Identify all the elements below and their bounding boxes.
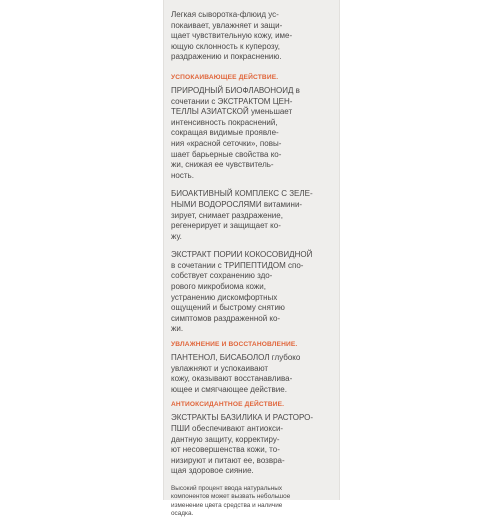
text-line: БИОАКТИВНЫЙ КОМПЛЕКС С ЗЕЛЕ-: [171, 189, 313, 199]
paragraph-basil-extract: [171, 413, 334, 477]
section-heading-antioxidant: АНТИОКСИДАНТНОЕ ДЕЙСТВИЕ.: [171, 401, 285, 409]
text-line: сочетании с ЭКСТРАКТОМ ЦЕН-: [171, 96, 293, 106]
text-line: жи.: [171, 324, 184, 334]
footnote: [171, 485, 334, 519]
footnote-line: изменение цвета средства и наличие: [171, 501, 283, 509]
footnote-line: компонентов может вызвать небольшое: [171, 493, 291, 501]
intro-line: покаивает, увлажняет и защи-: [171, 20, 283, 30]
text-line: ощущений и быстрому снятию: [171, 303, 285, 313]
section-heading-soothing: УСПОКАИВАЮЩЕЕ ДЕЙСТВИЕ.: [171, 73, 279, 81]
leaflet-content: [171, 10, 334, 525]
text-line: ПШИ обеспечивают антиокси-: [171, 424, 284, 433]
text-line: НЫМИ ВОДОРОСЛЯМИ витамини-: [171, 199, 303, 209]
text-line: жи, снижая ее чувствитель-: [171, 160, 274, 170]
intro-line: щает чувствительную кожу, име-: [171, 31, 293, 41]
text-line: ют несовершенства кожи, то-: [171, 445, 280, 455]
section-heading-moisturizing: УВЛАЖНЕНИЕ И ВОССТАНОВЛЕНИЕ.: [171, 341, 298, 349]
text-line: дантную защиту, корректиру-: [171, 434, 280, 444]
text-line: шает барьерные свойства ко-: [171, 149, 282, 159]
text-line: кожу, оказывают восстанавлива-: [171, 374, 293, 384]
text-line: симптомов раздраженной ко-: [171, 313, 281, 323]
text-line: зирует, снимает раздражение,: [171, 210, 283, 220]
text-line: ность.: [171, 170, 194, 180]
text-line: ПРИРОДНЫЙ БИОФЛАВОНОИД в: [171, 85, 300, 95]
text-line: ЭКСТРАКТЫ БАЗИЛИКА И РАСТОРО-: [171, 413, 314, 423]
footnote-line: Высокий процент ввода натуральных: [171, 484, 283, 492]
footnote-line: осадка.: [171, 510, 194, 518]
text-line: рового микробиома кожи,: [171, 282, 266, 292]
text-line: ПАНТЕНОЛ, БИСАБОЛОЛ глубоко: [171, 353, 301, 363]
intro-line: ющую склонность к куперозу,: [171, 41, 280, 51]
intro-line: Легкая сыворотка-флюид ус-: [171, 10, 279, 19]
text-line: ТЕЛЛЫ АЗИАТСКОЙ уменьшает: [171, 107, 293, 117]
text-line: щая здоровое сияние.: [171, 466, 254, 476]
text-line: в сочетании с ТРИПЕПТИДОМ спо-: [171, 260, 304, 270]
paragraph-poria-extract: [171, 250, 334, 335]
text-line: ния «красной сеточки», повы-: [171, 138, 282, 148]
text-line: ЭКСТРАКТ ПОРИИ КОКОСОВИДНОЙ: [171, 250, 313, 260]
text-line: собствует сохранению здо-: [171, 271, 273, 281]
intro-line: раздражению и покраснению.: [171, 52, 282, 62]
text-line: низируют и питают ее, возвра-: [171, 455, 285, 465]
paragraph-panthenol: [171, 353, 334, 395]
intro-paragraph: [171, 10, 334, 63]
text-line: жу.: [171, 231, 182, 241]
product-leaflet: [163, 0, 340, 518]
text-line: увлажняют и успокаивают: [171, 363, 269, 373]
paragraph-algae-complex: [171, 189, 334, 242]
text-line: ющее и смягчающее действие.: [171, 384, 287, 394]
paragraph-bioflavonoid: [171, 86, 334, 181]
text-line: регенерирует и защищает ко-: [171, 221, 281, 231]
text-line: интенсивность покраснений,: [171, 117, 278, 127]
text-line: устранению дискомфортных: [171, 292, 278, 302]
text-line: сокращая видимые проявле-: [171, 128, 279, 138]
